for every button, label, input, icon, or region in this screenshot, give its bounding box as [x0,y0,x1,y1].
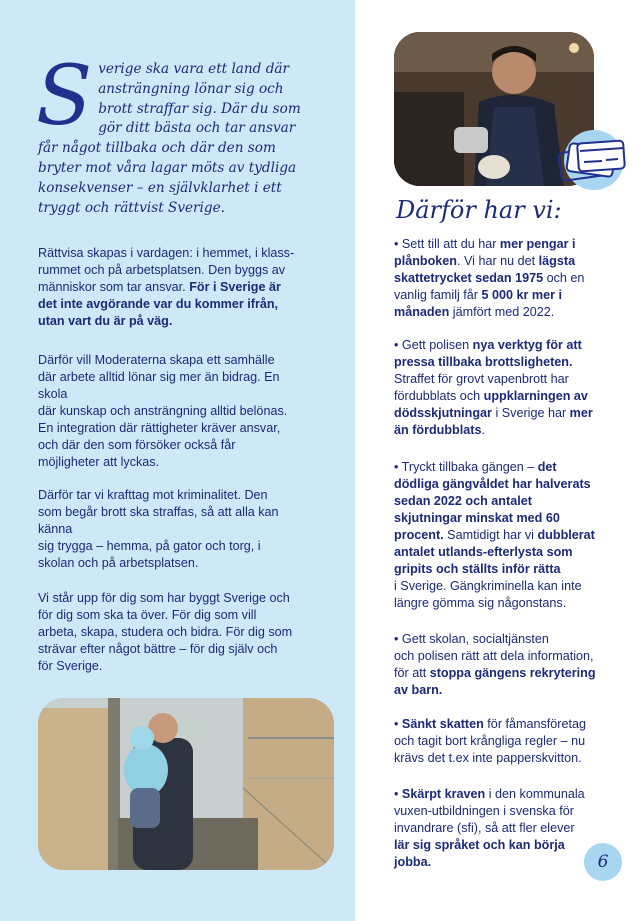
text-line [394,337,624,354]
cards-drawing [554,126,632,192]
text-line: möjligheter att lyckas. [38,455,160,469]
bold-text: stoppa gängens rekrytering [429,666,596,680]
intro-line: bryter mot våra lagar möts av tydliga [38,159,297,176]
text-run: för att [394,666,430,680]
text-run: . Vi har nu det [456,254,539,268]
father-child-photo [38,698,334,870]
text-line: arbeta, skapa, studera och bidra. För dig som [38,625,293,639]
bullet-item-taxes-wallet [394,236,624,321]
intro-line: tryggt och rättvist Sverige. [38,199,225,216]
bold-text: 5 000 kr mer i [481,288,563,302]
text-line: vuxen-utbildningen i svenska för [394,804,574,818]
intro-line: konsekvenser – en självklarhet i ett [38,179,282,196]
text-run: och en [543,271,585,285]
text-line: och där den som försöker också får [38,438,236,452]
bold-text: plånboken [394,254,457,268]
intro-line: gör ditt bästa och tar ansvar [98,120,296,137]
bullet-item-business-tax [394,716,624,767]
bullet-item-information-sharing [394,631,624,699]
text-line [394,304,624,321]
text-line: skola [38,387,68,401]
bold-text: sedan 2022 och antalet [394,494,532,508]
text-run: • [394,787,402,801]
bold-text: lär sig språket och kan börja [394,838,565,852]
text-run: i Sverige har [491,406,570,420]
text-line: Rättvisa skapas i vardagen: i hemmet, i klass- [38,246,295,260]
text-line: Därför vill Moderaterna skapa ett samhälle [38,353,275,367]
text-run: för fåmansföretag [483,717,587,731]
father-child-illustration [38,698,334,870]
bold-text: mer [569,406,593,420]
text-run: jämfört med 2022. [449,305,555,319]
text-line: känna [38,522,73,536]
bold-text: dubblerat [537,528,595,542]
bold-text: jobba. [394,855,432,869]
bold-text: gripits och ställts inför rätta [394,562,561,576]
text-line [394,236,624,253]
text-run: . [481,423,485,437]
paragraph-3 [38,487,338,572]
bold-text: Skärpt kraven [401,787,486,801]
text-line [394,287,624,304]
text-line: Vi står upp för dig som har byggt Sverige och [38,591,290,605]
text-line: sig trygga – hemma, på gator och torg, i [38,539,261,553]
text-line [394,786,624,803]
text-line [394,388,624,405]
text-line [394,405,624,422]
text-line: Därför tar vi krafttag mot kriminalitet. Den [38,488,268,502]
paragraph-2 [38,352,338,471]
text-line: rummet och på arbetsplatsen. Den byggs av [38,263,286,277]
text-line [394,422,624,439]
text-run: • [394,717,402,731]
bold-text: skjutningar minskat med 60 [394,511,560,525]
drop-cap: S [36,49,93,144]
text-line: skolan och på arbetsplatsen. [38,556,199,570]
bold-text: För i Sverige är [189,280,281,294]
bold-text: uppklarningen av [483,389,588,403]
text-line: En integration där rättigheter kräver ansvar, [38,421,281,435]
text-line [38,279,338,296]
bold-text: av barn. [394,683,443,697]
text-line: för dig som ska ta över. För dig som vill [38,608,257,622]
intro-line: får något tillbaka och där den som [38,140,276,157]
text-line: • Gett skolan, socialtjänsten [394,632,549,646]
text-line [394,253,624,270]
text-line: strävar efter något bättre – för dig själv och [38,642,278,656]
bullet-item-gangs [394,459,624,612]
bold-text: utan vart du är på väg. [38,314,173,328]
text-line: som begår brott ska straffas, så att alla kan [38,505,279,519]
text-line: och polisen rätt att dela information, [394,649,594,663]
paragraph-1 [38,245,338,330]
text-line: Straffet för grovt vapenbrott har [394,372,569,386]
page-number-badge: 6 [584,843,622,881]
bold-text: procent. [394,528,444,542]
bold-text: än fördubblats [394,423,482,437]
text-line: och tagit bort krångliga regler – nu [394,734,586,748]
text-line [394,665,624,682]
text-line [394,527,624,544]
text-line: för Sverige. [38,659,103,673]
text-line [394,459,624,476]
credit-cards-icon [554,126,632,192]
text-line: i Sverige. Gängkriminella kan inte [394,579,582,593]
text-run: • Sett till att du har [394,237,500,251]
bullet-item-police-tools [394,337,624,439]
paragraph-4 [38,590,338,675]
text-line: längre gömma sig någonstans. [394,596,567,610]
text-run: människor som tar ansvar. [38,280,190,294]
bold-text: dödliga gängvåldet har halverats [394,477,591,491]
bold-text: det [537,460,557,474]
intro-line: brott straffar sig. Där du som [98,100,301,117]
intro-line: verige ska vara ett land där [98,61,289,77]
bold-text: Sänkt skatten [401,717,484,731]
bold-text: dödsskjutningar [394,406,492,420]
bold-text: månaden [394,305,450,319]
text-run: vanlig familj får [394,288,482,302]
bold-text: nya verktyg för att [472,338,582,352]
intro-quote [36,49,338,218]
bold-text: antalet utlands-efterlysta som [394,545,573,559]
section-heading: Därför har vi: [396,196,562,224]
text-run: • Tryckt tillbaka gängen – [394,460,538,474]
intro-line: ansträngning lönar sig och [98,80,284,97]
text-line: invandrare (sfi), så att fler elever [394,821,575,835]
text-line [394,716,624,733]
text-run: • Gett polisen [394,338,473,352]
bold-text: pressa tillbaka brottsligheten. [394,355,573,369]
text-line [394,270,624,287]
bold-text: mer pengar i [499,237,576,251]
text-run: i den kommunala [485,787,585,801]
bold-text: skattetrycket sedan 1975 [394,271,544,285]
text-line: krävs det t.ex inte papperskvitton. [394,751,582,765]
text-line: där kunskap och ansträngning alltid belönas. [38,404,288,418]
bold-text: lägsta [538,254,576,268]
text-run: fördubblats och [394,389,484,403]
text-line: där arbete alltid lönar sig mer än bidrag. En [38,370,280,384]
bold-text: det inte avgörande var du kommer ifrån, [38,297,279,311]
text-run: Samtidigt har vi [443,528,538,542]
